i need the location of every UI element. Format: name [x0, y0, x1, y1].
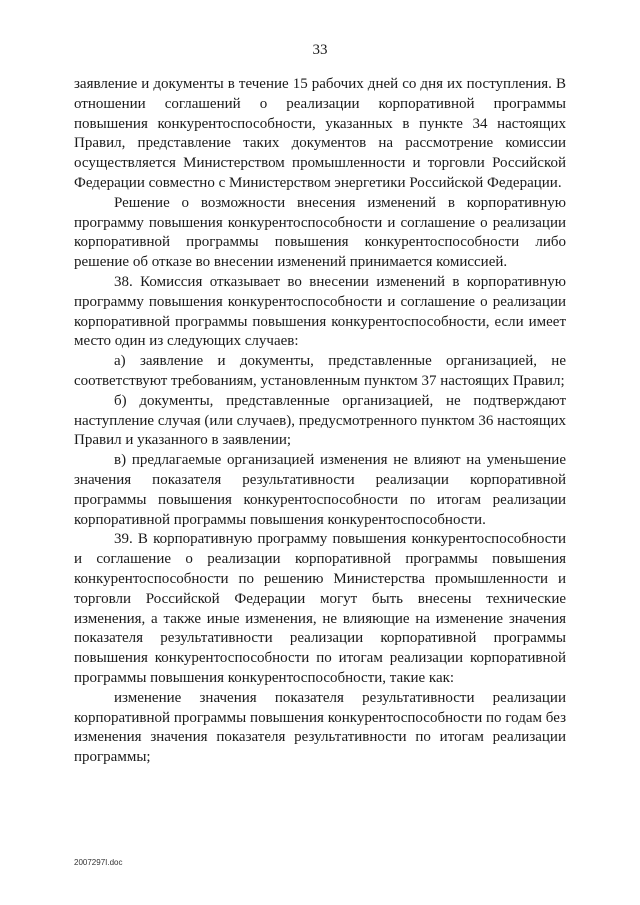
paragraph-clause-39-item: изменение значения показателя результативности реализации корпоративной программы повышения конкурентоспособности по годам без изменения значения показателя результативности по итогам реализации программы; [74, 689, 566, 766]
footer-filename: 2007297I.doc [74, 858, 123, 867]
document-body [74, 75, 566, 768]
paragraph-continuation: заявление и документы в течение 15 рабочих дней со дня их поступления. В отношении соглашений о реализации корпоративной программы повышения конкурентоспособности, указанных в пункте 34 настоящих Правил, представление таких документов на рассмотрение комиссии осуществляется Министерством промышленности и торговли Российской Федерации совместно с Министерством энергетики Российской Федерации. [74, 76, 566, 191]
page-number: 33 [312, 42, 328, 58]
paragraph-clause-38-b: б) документы, представленные организацией, не подтверждают наступление случая (или случаев), предусмотренного пунктом 36 настоящих Правил и указанного в заявлении; [74, 392, 566, 449]
paragraph-clause-38-a: а) заявление и документы, представленные организацией, не соответствуют требованиям, установленным пунктом 37 настоящих Правил; [74, 353, 566, 389]
paragraph-clause-39: 39. В корпоративную программу повышения конкурентоспособности и соглашение о реализации корпоративной программы повышения конкурентоспособности по решению Министерства промышленности и торговли Российской Федерации могут быть внесены технические изменения, а также иные изменения, не влияющие на изменение значения показателя результативности реализации корпоративной программы повышения конкурентоспособности по итогам реализации корпоративной программы повышения конкурентоспособности, такие как: [74, 531, 566, 686]
paragraph-clause-38-c: в) предлагаемые организацией изменения не влияют на уменьшение значения показателя результативности реализации корпоративной программы повышения конкурентоспособности по итогам реализации корпоративной программы повышения конкурентоспособности. [74, 452, 566, 528]
paragraph-decision: Решение о возможности внесения изменений в корпоративную программу повышения конкурентоспособности и соглашение о реализации корпоративной программы повышения конкурентоспособности либо решение об отказе во внесении изменений принимается комиссией. [74, 194, 566, 271]
paragraph-clause-38: 38. Комиссия отказывает во внесении изменений в корпоративную программу повышения конкурентоспособности и соглашение о реализации корпоративной программы повышения конкурентоспособности, если имеет место один из следующих случаев: [74, 273, 566, 350]
